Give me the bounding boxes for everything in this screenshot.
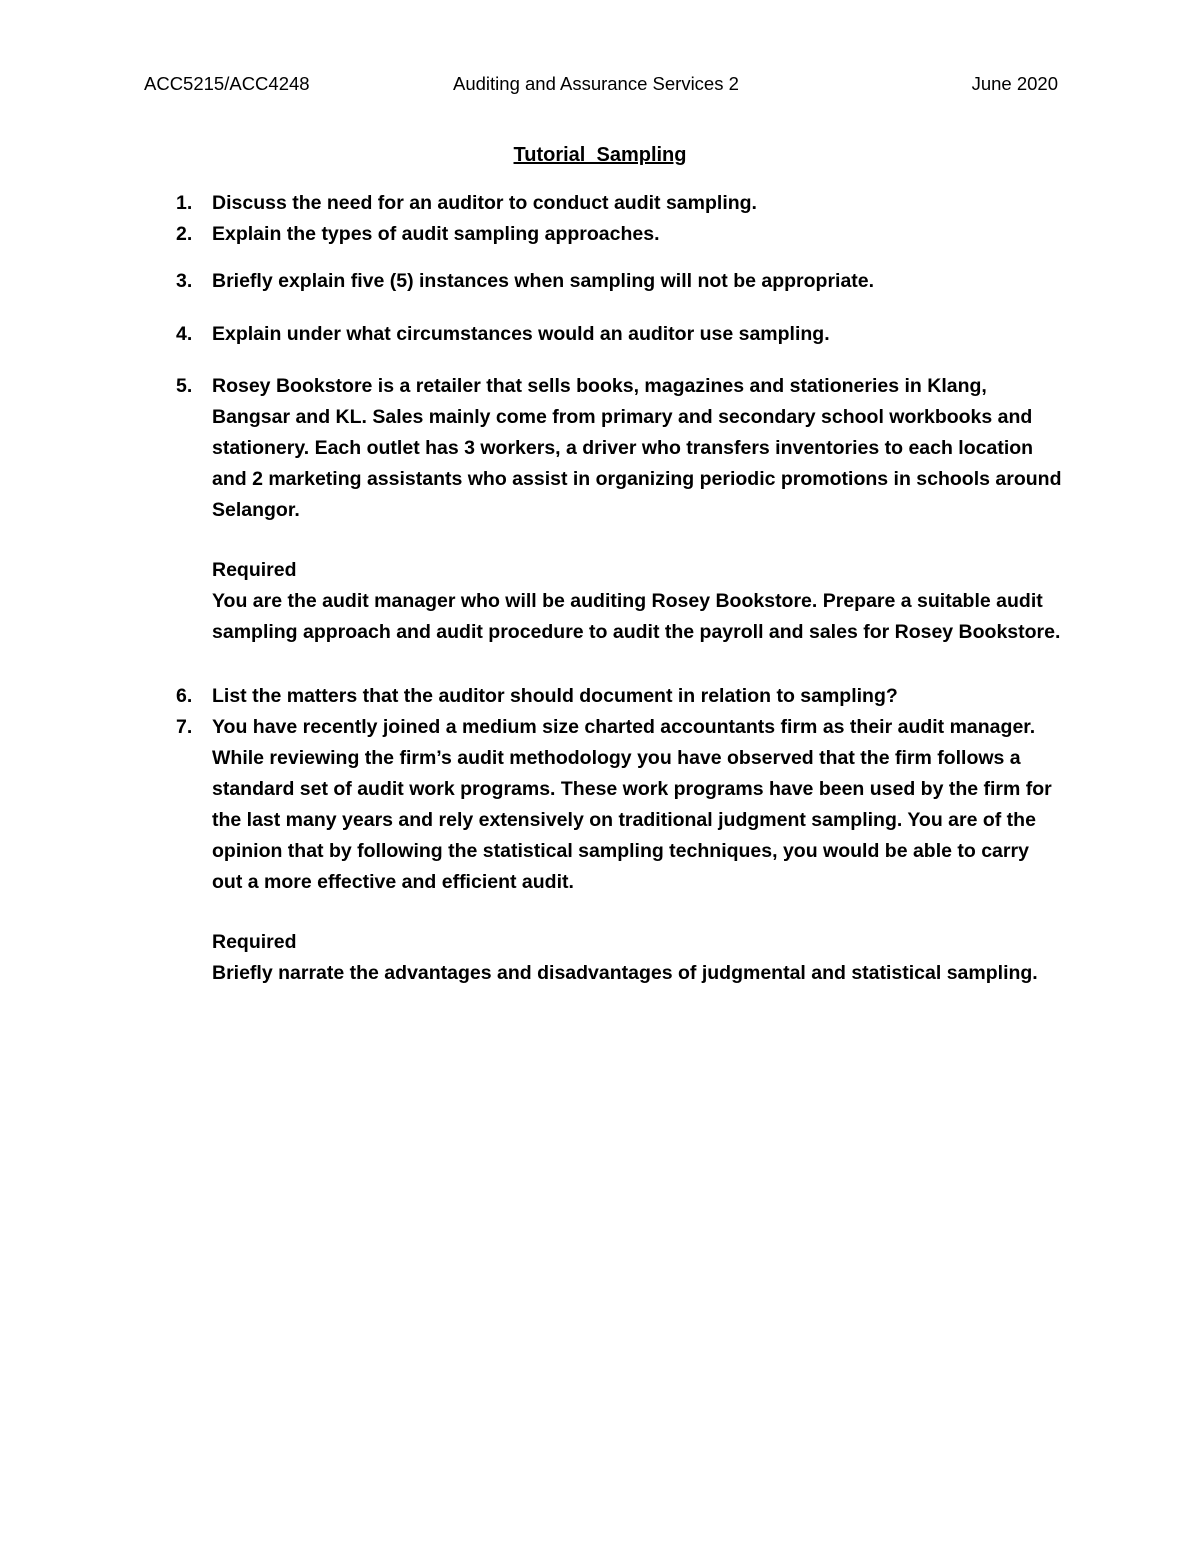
question-text: Explain under what circumstances would an auditor use sampling.	[212, 323, 830, 345]
question-body	[212, 681, 1062, 712]
required-label: Required	[212, 931, 297, 953]
required-label: Required	[212, 559, 297, 581]
question-number: 4.	[176, 323, 193, 345]
page-header	[144, 73, 1058, 99]
question-number: 7.	[176, 716, 193, 738]
question-number: 1.	[176, 192, 193, 214]
question-number: 2.	[176, 223, 193, 245]
question-text: Discuss the need for an auditor to conduct audit sampling.	[212, 192, 757, 214]
question-body	[212, 371, 1062, 648]
course-title: Auditing and Assurance Services 2	[453, 73, 739, 94]
question-text: Briefly explain five (5) instances when sampling will not be appropriate.	[212, 270, 875, 292]
question-number: 6.	[176, 685, 193, 707]
question-body	[212, 319, 1062, 350]
question-body	[212, 188, 1062, 219]
question-text: List the matters that the auditor should document in relation to sampling?	[212, 685, 898, 707]
question-text: You have recently joined a medium size charted accountants firm as their audit manager. While reviewing the firm’s audit methodology you have observed that the firm follows a standard set of audit work programs. These work programs have been used by the firm for the last many years and rely extensively on traditional judgment sampling. You are of the opinion that by following the statistical sampling techniques, you would be able to carry out a more effective and efficient audit.	[212, 716, 1052, 893]
question-number: 3.	[176, 270, 193, 292]
question-text: Explain the types of audit sampling approaches.	[212, 223, 660, 245]
document-title: Tutorial Sampling	[513, 144, 687, 166]
required-text: Briefly narrate the advantages and disadvantages of judgmental and statistical sampling.	[212, 962, 1038, 984]
question-body	[212, 219, 1062, 250]
question-body	[212, 266, 1062, 297]
header-date: June 2020	[971, 73, 1058, 94]
question-number: 5.	[176, 375, 193, 397]
course-code: ACC5215/ACC4248	[144, 73, 310, 94]
question-text: Rosey Bookstore is a retailer that sells books, magazines and stationeries in Klang, Bangsar and KL. Sales mainly come from primary and secondary school workbooks and stationery. Each outlet has 3 workers, a driver who transfers inventories to each location and 2 marketing assistants who assist in organizing periodic promotions in schools around Selangor.	[212, 375, 1062, 521]
required-text: You are the audit manager who will be auditing Rosey Bookstore. Prepare a suitable audit sampling approach and audit procedure to audit the payroll and sales for Rosey Bookstore.	[212, 590, 1061, 643]
question-body	[212, 712, 1062, 989]
